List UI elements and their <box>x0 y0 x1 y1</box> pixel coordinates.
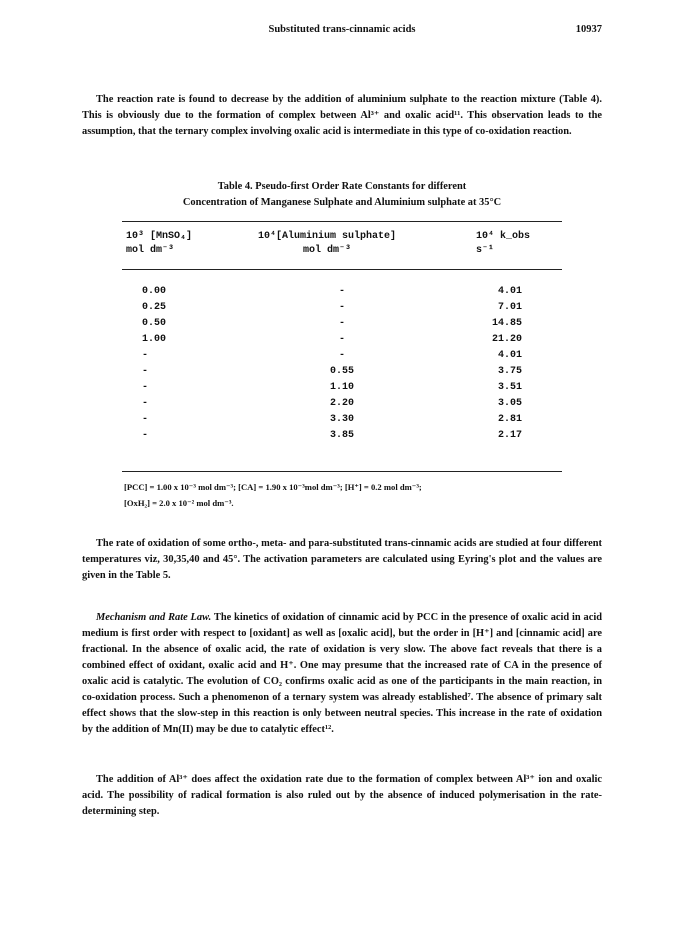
cell-mnso4: - <box>142 382 149 393</box>
column-header-kobs <box>476 230 530 258</box>
table-row <box>122 430 562 446</box>
table-row <box>122 398 562 414</box>
table-row <box>122 318 562 334</box>
cell-kobs: 4.01 <box>497 350 522 361</box>
table-bottom-rule <box>122 471 562 472</box>
table-body <box>122 286 562 446</box>
column-header-kobs-unit: s⁻¹ <box>476 245 495 256</box>
paragraph-aluminium-effect: The reaction rate is found to decrease by the addition of aluminium sulphate to the reaction mixture (Table 4). This is obviously due to the formation of complex between Al³⁺ and oxalic acid¹¹. This observation leads to the assumption, that the ternary complex involving oxalic acid is intermediate in this type of co-oxidation reaction. <box>82 94 602 137</box>
column-header-mnso4-label: 10³ [MnSO₄] <box>126 231 193 242</box>
table-caption <box>82 179 602 211</box>
cell-kobs: 3.05 <box>497 398 522 409</box>
cell-kobs: 2.17 <box>497 430 522 441</box>
cell-aluminium: 1.10 <box>329 382 354 393</box>
column-header-kobs-label: 10⁴ k_obs <box>476 231 531 242</box>
paragraph-mechanism <box>82 610 602 738</box>
cell-mnso4: 0.25 <box>142 302 167 313</box>
cell-kobs: 14.85 <box>491 318 522 329</box>
running-head <box>82 24 602 40</box>
cell-aluminium: 3.85 <box>329 430 354 441</box>
running-head-title: Substituted trans-cinnamic acids <box>268 24 416 35</box>
cell-aluminium: - <box>338 302 345 313</box>
cell-aluminium: 3.30 <box>329 414 354 425</box>
table-row <box>122 350 562 366</box>
cell-kobs: 4.01 <box>497 286 522 297</box>
column-header-aluminium-sulphate <box>258 230 396 258</box>
cell-mnso4: - <box>142 366 149 377</box>
cell-mnso4: - <box>142 350 149 361</box>
column-header-aluminium-sulphate-label: 10⁴[Aluminium sulphate] <box>258 231 397 242</box>
table-row <box>122 382 562 398</box>
cell-kobs: 3.75 <box>497 366 522 377</box>
cell-aluminium: 0.55 <box>329 366 354 377</box>
paragraph-mechanism-text: The kinetics of oxidation of cinnamic acid by PCC in the presence of oxalic acid in acid medium is first order with respect to [oxidant] as well as [oxalic acid], but the order in [H⁺] and [cinnamic acid] are fractional. In the absence of oxalic acid, the rate of oxidation is very slow. The above fact reveals that there is a combined effect of oxidant, oxalic acid and H⁺. One may presume that the increased rate of CA in the presence of oxalic acid is catalytic. The evolution of CO₂ confirms oxalic acid as one of the participants in the main reaction, in co-oxidation process. Such a phenomenon of a ternary system was already established⁷. The absence of primary salt effect shows that the slow-step in this reaction is only between neutral species. This increase in the rate of oxidation by the addition of Mn(II) may be due to catalytic effect¹². <box>82 612 603 735</box>
table-footnote-conditions: [PCC] = 1.00 x 10⁻³ mol dm⁻³; [CA] = 1.90 x 10⁻³mol dm⁻³; [H⁺] = 0.2 mol dm⁻³; <box>124 482 422 492</box>
cell-mnso4: 0.50 <box>142 318 167 329</box>
table-row <box>122 286 562 302</box>
cell-mnso4: - <box>142 430 149 441</box>
cell-aluminium: - <box>338 350 345 361</box>
column-header-mnso4 <box>126 230 192 258</box>
cell-aluminium: - <box>338 286 345 297</box>
table-row <box>122 366 562 382</box>
table-caption-line-1: Table 4. Pseudo-first Order Rate Constants for different <box>217 181 467 192</box>
table-row <box>122 334 562 350</box>
paragraph-substituted-acids: The rate of oxidation of some ortho-, meta- and para-substituted trans-cinnamic acids are studied at four different temperatures viz, 30,35,40 and 45°. The activation parameters are calculated using Eyring's plot and the values are given in the Table 5. <box>82 538 602 581</box>
paragraph-aluminium-complex: The addition of Al³⁺ does affect the oxidation rate due to the formation of complex between Al³⁺ ion and oxalic acid. The possibility of radical formation is also ruled out by the absence of induced polymerisation in the rate-determining step. <box>82 774 602 817</box>
cell-kobs: 7.01 <box>497 302 522 313</box>
page-number: 10937 <box>575 24 602 35</box>
table-row <box>122 414 562 430</box>
column-header-mnso4-unit: mol dm⁻³ <box>126 245 175 256</box>
cell-kobs: 3.51 <box>497 382 522 393</box>
cell-mnso4: - <box>142 414 149 425</box>
cell-aluminium: - <box>338 334 345 345</box>
cell-mnso4: 0.00 <box>142 286 167 297</box>
section-heading-mechanism: Mechanism and Rate Law. <box>96 612 212 623</box>
cell-aluminium: - <box>338 318 345 329</box>
cell-aluminium: 2.20 <box>329 398 354 409</box>
cell-kobs: 21.20 <box>491 334 522 345</box>
table-footnote-oxalic: [OxH₂] = 2.0 x 10⁻² mol dm⁻³. <box>124 498 234 508</box>
table-row <box>122 302 562 318</box>
cell-mnso4: - <box>142 398 149 409</box>
table-header-rule <box>122 269 562 270</box>
table-top-rule <box>122 221 562 222</box>
column-header-aluminium-sulphate-unit: mol dm⁻³ <box>303 245 352 256</box>
table-caption-line-2: Concentration of Manganese Sulphate and Aluminium sulphate at 35°C <box>182 197 502 208</box>
cell-kobs: 2.81 <box>497 414 522 425</box>
cell-mnso4: 1.00 <box>142 334 167 345</box>
